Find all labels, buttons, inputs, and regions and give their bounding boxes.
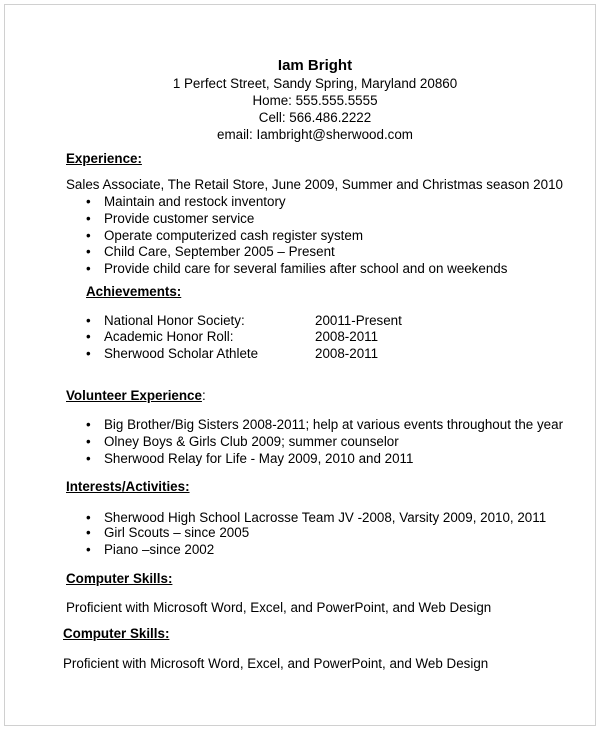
achievement-label: Academic Honor Roll: xyxy=(104,329,234,344)
achievement-item xyxy=(86,328,424,345)
computer-skills-heading: Computer Skills: xyxy=(63,626,170,641)
volunteer-bullet: • Olney Boys & Girls Club 2009; summer counselor xyxy=(86,433,399,450)
interest-bullet: • Girl Scouts – since 2005 xyxy=(86,524,249,541)
address-line: 1 Perfect Street, Sandy Spring, Maryland 20860 xyxy=(172,76,458,91)
computer-skills-text: Proficient with Microsoft Word, Excel, and PowerPoint, and Web Design xyxy=(66,600,492,615)
experience-bullet: • Provide customer service xyxy=(86,210,254,227)
applicant-name: Iam Bright xyxy=(277,57,353,74)
experience-intro: Sales Associate, The Retail Store, June 2009, Summer and Christmas season 2010 xyxy=(66,177,563,192)
experience-bullet: • Child Care, September 2005 – Present xyxy=(86,243,335,260)
volunteer-heading-text: Volunteer Experience xyxy=(66,388,202,403)
interest-bullet: • Sherwood High School Lacrosse Team JV -2008, Varsity 2009, 2010, 2011 xyxy=(86,509,546,526)
experience-bullet: • Operate computerized cash register system xyxy=(86,227,363,244)
achievement-years: 20011-Present xyxy=(315,313,402,328)
email-line: email: Iambright@sherwood.com xyxy=(217,127,413,142)
cell-phone: Cell: 566.486.2222 xyxy=(258,110,372,125)
home-phone: Home: 555.555.5555 xyxy=(252,93,378,108)
achievements-heading: Achievements: xyxy=(86,284,182,299)
interest-bullet: • Piano –since 2002 xyxy=(86,541,214,558)
computer-skills-heading: Computer Skills: xyxy=(66,571,173,586)
achievement-item xyxy=(86,345,424,362)
achievement-label: National Honor Society: xyxy=(104,313,245,328)
volunteer-heading-colon: : xyxy=(201,388,206,403)
interests-heading: Interests/Activities: xyxy=(66,479,190,494)
volunteer-bullet: • Big Brother/Big Sisters 2008-2011; help at various events throughout the year xyxy=(86,416,563,433)
achievement-item xyxy=(86,312,424,329)
volunteer-bullet: • Sherwood Relay for Life - May 2009, 2010 and 2011 xyxy=(86,450,413,467)
achievement-label: Sherwood Scholar Athlete xyxy=(104,346,259,361)
experience-heading: Experience: xyxy=(66,151,142,166)
achievement-years: 2008-2011 xyxy=(315,329,379,344)
experience-bullet: • Maintain and restock inventory xyxy=(86,193,286,210)
computer-skills-text: Proficient with Microsoft Word, Excel, and PowerPoint, and Web Design xyxy=(63,656,489,671)
experience-bullet: • Provide child care for several families after school and on weekends xyxy=(86,260,507,277)
achievement-years: 2008-2011 xyxy=(315,346,379,361)
volunteer-heading xyxy=(66,387,206,404)
